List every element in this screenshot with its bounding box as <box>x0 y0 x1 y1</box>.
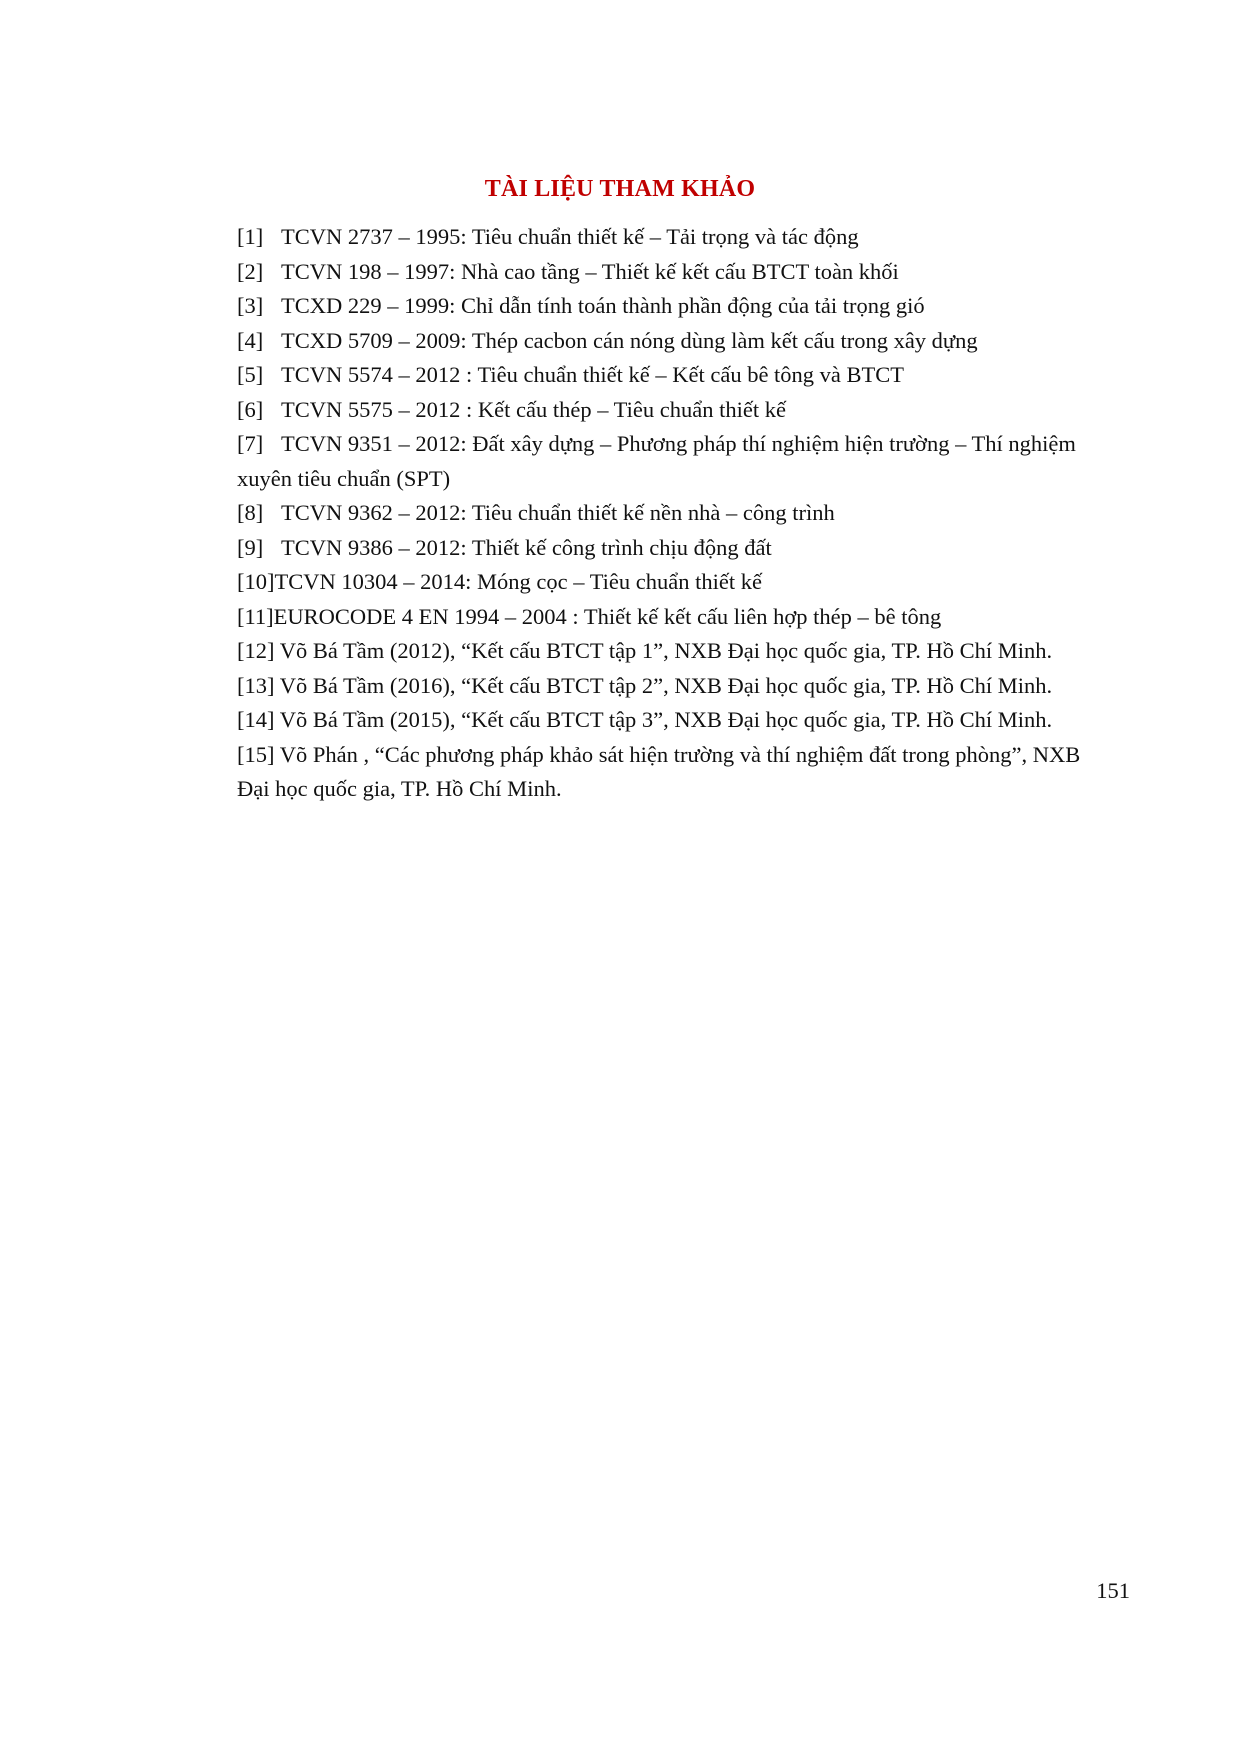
reference-number: [11] <box>237 603 274 629</box>
reference-number: [10] <box>237 569 275 594</box>
reference-number: [3] <box>237 293 264 318</box>
reference-number: [2] <box>237 258 264 284</box>
reference-item <box>237 565 1117 600</box>
reference-item <box>237 634 1117 669</box>
reference-text: Võ Bá Tầm (2015), “Kết cấu BTCT tập 3”, NXB Đại học quốc gia, TP. Hồ Chí Minh. <box>279 707 1053 732</box>
reference-number: [6] <box>237 396 264 422</box>
reference-number: [12] <box>237 638 275 663</box>
reference-item <box>237 324 1117 359</box>
reference-number: [1] <box>237 224 264 249</box>
reference-number: [15] <box>237 741 275 767</box>
reference-item <box>237 255 1117 290</box>
reference-text: TCVN 9386 – 2012: Thiết kế công trình chịu động đất <box>281 534 772 560</box>
reference-number: [7] <box>237 431 264 456</box>
reference-item <box>237 496 1117 531</box>
reference-number: [8] <box>237 500 264 525</box>
reference-item <box>237 703 1117 738</box>
reference-text: TCVN 10304 – 2014: Móng cọc – Tiêu chuẩn thiết kế <box>274 569 762 594</box>
reference-text: TCVN 5574 – 2012 : Tiêu chuẩn thiết kế – Kết cấu bê tông và BTCT <box>281 362 905 387</box>
page-number: 151 <box>1096 1578 1130 1603</box>
reference-item <box>237 220 1117 255</box>
reference-item <box>237 531 1117 566</box>
reference-number: [13] <box>237 672 275 698</box>
reference-text: TCXD 229 – 1999: Chỉ dẫn tính toán thành phần động của tải trọng gió <box>281 293 925 318</box>
reference-text: TCVN 5575 – 2012 : Kết cấu thép – Tiêu chuẩn thiết kế <box>281 396 786 422</box>
reference-number: [9] <box>237 534 264 560</box>
reference-item <box>237 600 1117 635</box>
reference-list <box>237 220 1117 807</box>
reference-number: [14] <box>237 707 275 732</box>
reference-item <box>237 669 1117 704</box>
reference-text: TCVN 9351 – 2012: Đất xây dựng – Phương pháp thí nghiệm hiện trường – Thí nghiệm xuyên tiêu chuẩn (SPT) <box>237 431 1076 491</box>
reference-number: [5] <box>237 362 264 387</box>
page-title: TÀI LIỆU THAM KHẢO <box>484 176 756 202</box>
reference-item <box>237 289 1117 324</box>
reference-text: TCVN 198 – 1997: Nhà cao tầng – Thiết kế kết cấu BTCT toàn khối <box>281 258 899 284</box>
reference-number: [4] <box>237 327 264 353</box>
reference-text: Võ Phán , “Các phương pháp khảo sát hiện trường và thí nghiệm đất trong phòng”, NXB Đại học quốc gia, TP. Hồ Chí Minh. <box>237 741 1081 801</box>
reference-text: TCVN 9362 – 2012: Tiêu chuẩn thiết kế nền nhà – công trình <box>281 500 835 525</box>
reference-text: TCXD 5709 – 2009: Thép cacbon cán nóng dùng làm kết cấu trong xây dựng <box>281 327 978 353</box>
reference-item <box>237 738 1117 807</box>
reference-text: EUROCODE 4 EN 1994 – 2004 : Thiết kế kết cấu liên hợp thép – bê tông <box>273 603 942 629</box>
reference-item <box>237 393 1117 428</box>
reference-item <box>237 427 1117 496</box>
reference-text: Võ Bá Tầm (2012), “Kết cấu BTCT tập 1”, NXB Đại học quốc gia, TP. Hồ Chí Minh. <box>279 638 1053 663</box>
reference-text: TCVN 2737 – 1995: Tiêu chuẩn thiết kế – Tải trọng và tác động <box>281 224 859 249</box>
reference-item <box>237 358 1117 393</box>
reference-text: Võ Bá Tầm (2016), “Kết cấu BTCT tập 2”, NXB Đại học quốc gia, TP. Hồ Chí Minh. <box>279 672 1053 698</box>
